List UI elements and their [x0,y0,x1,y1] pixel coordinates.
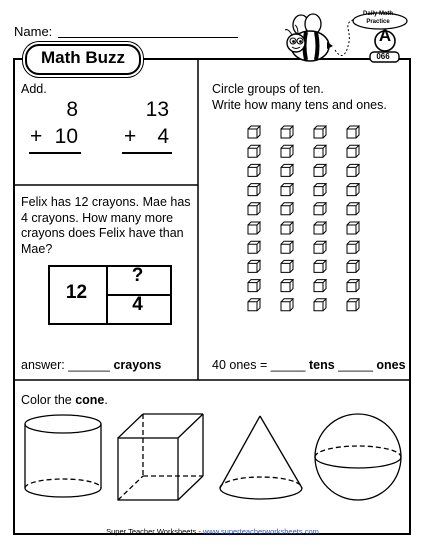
unit-cube-icon [281,241,293,253]
addend-bottom: 10 [54,125,78,148]
unit-cube-icon [347,280,359,292]
unit-cube-icon [248,222,260,234]
name-line[interactable] [58,37,238,38]
unit-cube-icon [281,184,293,196]
unit-cube-icon [314,164,326,176]
page-title: Math Buzz [40,48,126,67]
unit-cube-icon [314,126,326,138]
unit-cube-icon [347,260,359,272]
badge-number: 066 [376,52,390,61]
unit-cube-icon [347,241,359,253]
unit-cube-icon [248,260,260,272]
addend-top: 13 [145,98,169,121]
plus-sign: + [124,125,137,148]
shapes-row [13,400,411,520]
unit-cube-icon [314,280,326,292]
name-label: Name: [14,24,53,39]
word-problem-text: Felix has 12 crayons. Mae has 4 crayons. How many more crayons does Felix have than Mae? [21,195,191,256]
unit-cube-icon [248,164,260,176]
addend-top: 8 [66,98,78,121]
unit-cube-icon [314,203,326,215]
unit-cube-icon [248,145,260,157]
unit-cube-icon [347,145,359,157]
daily-math-badge-label: Daily Math Practice [362,11,393,25]
unit-cube-icon [248,280,260,292]
answer-line[interactable]: answer: ______ crayons [21,358,162,372]
cone-shape[interactable] [220,416,302,499]
badge-letter: A [378,26,392,45]
unit-cube-icon [248,203,260,215]
sum-line [29,152,81,154]
title-banner [25,44,141,75]
unit-cube-icon [347,299,359,311]
unit-cube-icon [347,164,359,176]
unit-cube-icon [281,164,293,176]
unit-cube-icon [248,241,260,253]
add-instruction: Add. [21,82,47,96]
unit-cube-icon [281,145,293,157]
cylinder-shape[interactable] [25,415,101,497]
unit-cube-icon [347,222,359,234]
addend-bottom: 4 [157,125,169,148]
unit-cube-icon [281,280,293,292]
unit-cube-icon [314,299,326,311]
unit-cube-icon [248,184,260,196]
shapes-instruction: Color the cone. [21,393,108,407]
unit-cubes[interactable] [240,120,380,320]
unit-cube-icon [314,145,326,157]
unit-cube-icon [347,203,359,215]
unit-cube-icon [314,222,326,234]
plus-sign: + [30,125,43,148]
sum-line [122,152,172,154]
unit-cube-icon [314,184,326,196]
unknown-part: ? [131,265,144,286]
unit-cube-icon [248,126,260,138]
unit-cube-icon [248,299,260,311]
unit-cube-icon [347,126,359,138]
unit-cube-icon [314,260,326,272]
sphere-shape[interactable] [315,414,401,500]
tens-ones-answer-line[interactable]: 40 ones = _____ tens _____ ones [212,358,406,372]
known-part: 4 [132,294,143,315]
footer-link[interactable]: www.superteacherworksheets.com [202,527,319,536]
whole-value: 12 [65,282,88,303]
unit-cube-icon [314,241,326,253]
cube-shape[interactable] [118,414,203,500]
unit-cube-icon [281,299,293,311]
tens-instruction: Circle groups of ten. Write how many tens and ones. [212,82,387,112]
unit-cube-icon [281,260,293,272]
unit-cube-icon [281,222,293,234]
unit-cube-icon [281,203,293,215]
footer: Super Teacher Worksheets - www.superteacherworksheets.com [106,527,319,536]
unit-cube-icon [347,184,359,196]
unit-cube-icon [281,126,293,138]
